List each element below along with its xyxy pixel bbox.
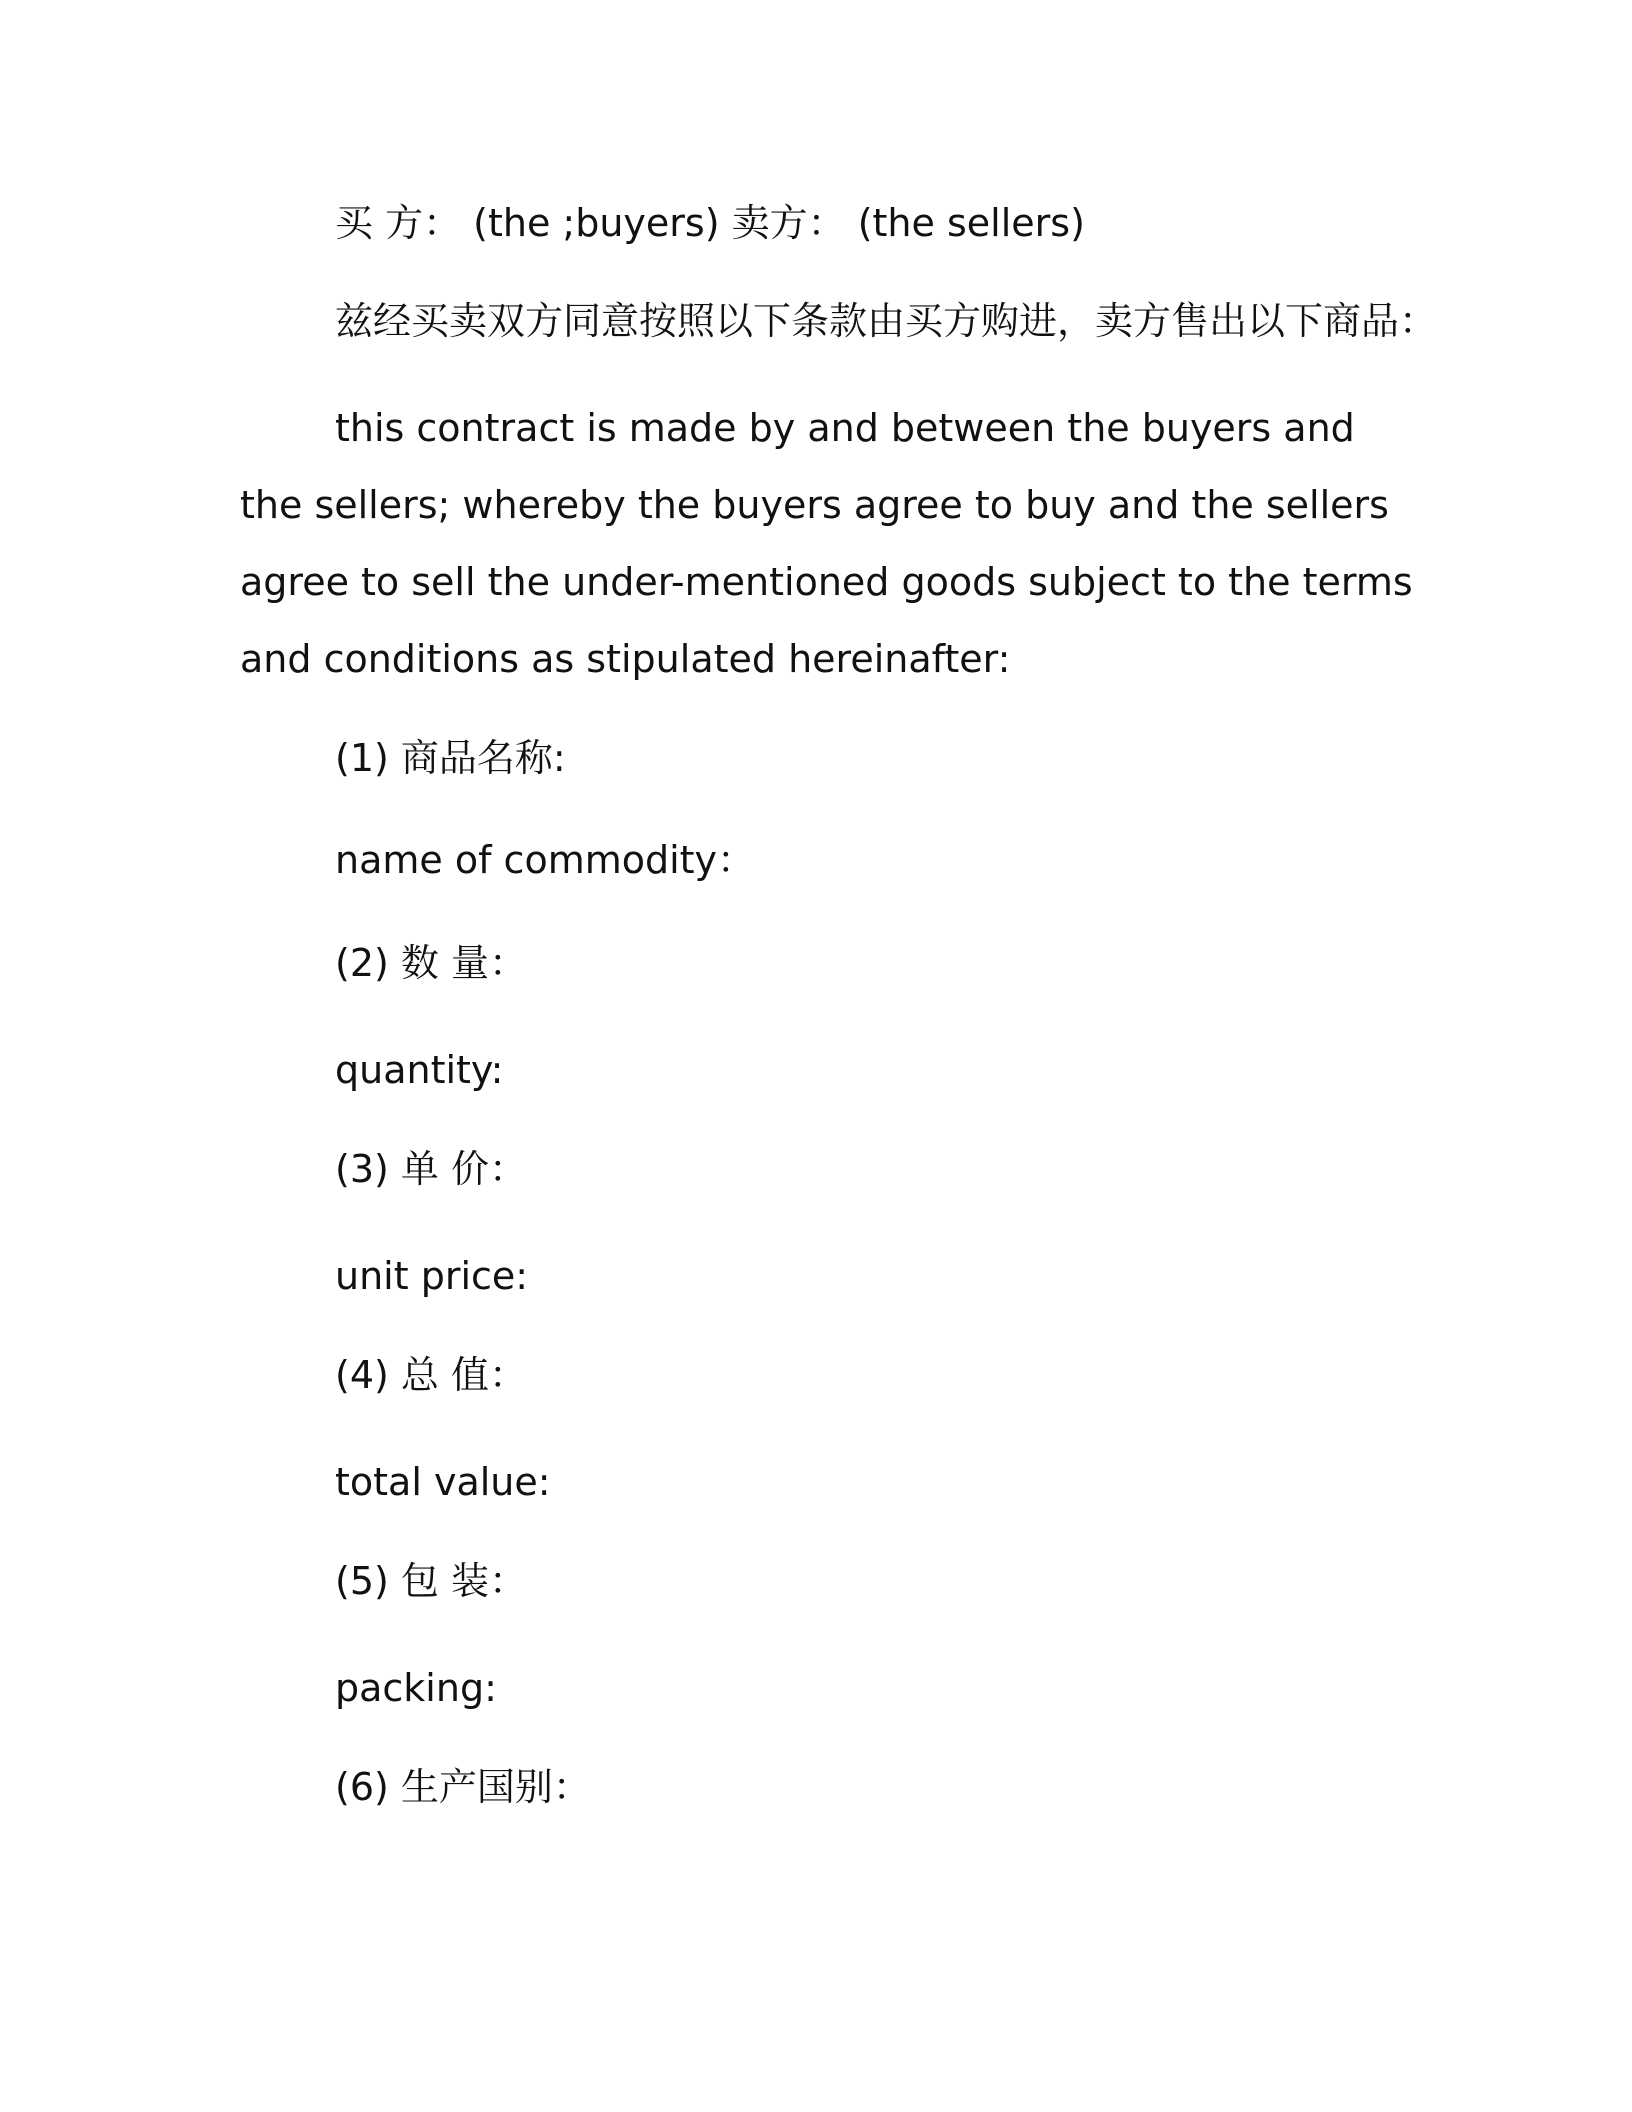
- item-4-label-en: total value:: [335, 1460, 551, 1504]
- buyer-seller-line: 买 方： (the ;buyers) 卖方： (the sellers): [335, 201, 1085, 245]
- item-2-label-en: quantity:: [335, 1048, 504, 1092]
- item-2-label-cn: (2) 数 量：: [335, 941, 527, 985]
- item-3-label-cn: (3) 单 价：: [335, 1147, 527, 1191]
- item-1-label-cn: (1) 商品名称:: [335, 736, 566, 780]
- item-5-label-cn: (5) 包 装：: [335, 1559, 527, 1603]
- agreement-english: this contract is made by and between the buyers and the sellers; whereby the buyers agree to buy and the sellers agree to sell the under-mentioned goods subject to the terms and conditions as stipulated hereinafter:: [240, 406, 1413, 681]
- item-4-label-cn: (4) 总 值：: [335, 1353, 527, 1397]
- item-5-label-en: packing:: [335, 1666, 497, 1710]
- item-6-label-cn: (6) 生产国别：: [335, 1765, 591, 1809]
- item-1-label-en: name of commodity：: [335, 838, 756, 882]
- agreement-chinese: 兹经买卖双方同意按照以下条款由买方购进，卖方售出以下商品：: [335, 299, 1438, 343]
- item-3-label-en: unit price:: [335, 1254, 529, 1298]
